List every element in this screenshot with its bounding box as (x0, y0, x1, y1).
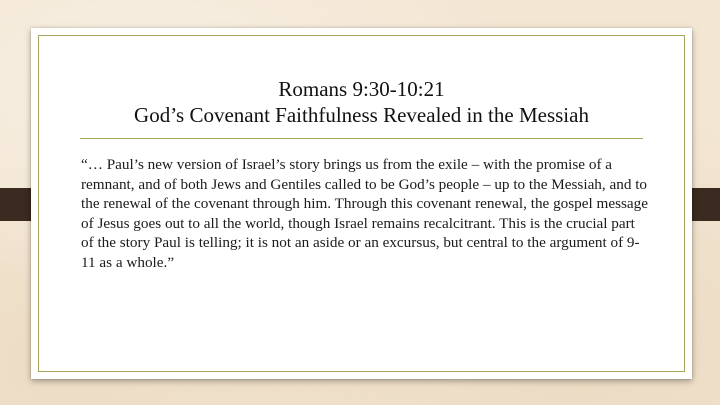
slide-title (39, 76, 684, 128)
slide-title-line-2: God’s Covenant Faithfulness Revealed in the Messiah (134, 103, 589, 127)
slide-card-border (38, 35, 685, 372)
slide-title-line-1: Romans 9:30-10:21 (278, 77, 445, 101)
slide-card (31, 28, 692, 379)
slide-quote: “… Paul’s new version of Israel’s story brings us from the exile – with the promise of a remnant, and of both Jews and Gentiles called to be God’s people – up to the Messiah, and to the renewal of the covenant through him. Through this covenant renewal, the gospel message of Jesus goes out to all the world, though Israel remains recalcitrant. This is the crucial part of the story Paul is telling; it is not an aside or an excursus, but central to the argument of 9-11 as a whole.” (81, 156, 648, 271)
title-divider (80, 138, 643, 139)
